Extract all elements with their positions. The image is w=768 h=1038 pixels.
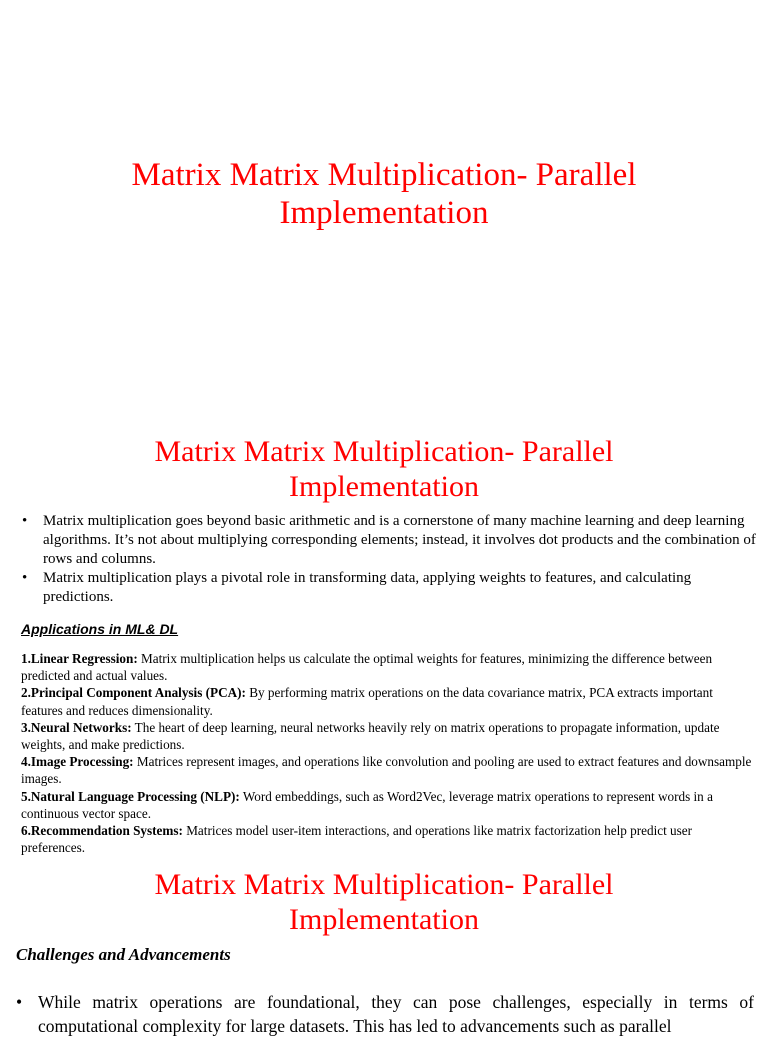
slide-2-title-line-1: Matrix Matrix Multiplication- Parallel [154, 435, 614, 468]
application-item [21, 719, 756, 753]
slide-3-title [0, 867, 768, 937]
application-text: Matrix multiplication helps us calculate the optimal weights for features, minimizing the difference between predicted and actual values. [21, 651, 713, 684]
slide-2-title [0, 434, 768, 504]
slide-2-bullet-text: Matrix multiplication goes beyond basic arithmetic and is a cornerstone of many machine learning and deep learning algorithms. It’s not about multiplying corresponding elements; instead, it involves dot products and the combination of rows and columns. [43, 513, 756, 567]
slide-2-title-line-2: Implementation [289, 470, 479, 503]
bullet-icon: • [16, 992, 23, 1012]
slide-3-title-line-1: Matrix Matrix Multiplication- Parallel [154, 868, 614, 901]
slide-2-bullet-text: Matrix multiplication plays a pivotal role in transforming data, applying weights to features, and calculating predictions. [43, 570, 692, 605]
slide-3-bullet-item [16, 990, 754, 1038]
slide-3-bullet-list [16, 990, 754, 1038]
application-item [21, 650, 756, 684]
application-item [21, 753, 756, 787]
slide-2-bullet-list [22, 512, 762, 607]
application-item [21, 788, 756, 822]
bullet-icon: • [22, 513, 28, 529]
application-term: 1.Linear Regression: [21, 651, 138, 666]
slide-3-title-line-2: Implementation [289, 903, 479, 936]
slide-3-bullet-text: While matrix operations are foundational, they can pose challenges, especially in terms of computational complexity for large datasets. This has led to advancements such as parallel [38, 992, 754, 1036]
slide-2-bullet-item [22, 569, 762, 607]
challenges-heading: Challenges and Advancements [16, 945, 231, 964]
slide-1-title [0, 156, 768, 232]
application-text: Word embeddings, such as Word2Vec, leverage matrix operations to represent words in a continuous vector space. [21, 788, 713, 821]
slide-1-title-line-2: Implementation [279, 195, 489, 231]
slide-2-bullet-item [22, 512, 762, 569]
application-term: 4.Image Processing: [21, 754, 134, 770]
applications-heading: Applications in ML& DL [21, 621, 179, 637]
applications-list [21, 650, 756, 856]
application-item [21, 684, 756, 718]
application-term: 3.Neural Networks: [21, 719, 132, 735]
application-term: 6.Recommendation Systems: [21, 823, 183, 839]
application-term: 2.Principal Component Analysis (PCA): [21, 685, 246, 701]
application-text: By performing matrix operations on the data covariance matrix, PCA extracts important features and reduces dimensionality. [21, 685, 713, 718]
application-text: Matrices represent images, and operations like convolution and pooling are used to extract features and downsample images. [21, 754, 752, 787]
application-term: 5.Natural Language Processing (NLP): [21, 788, 240, 804]
bullet-icon: • [22, 570, 28, 586]
application-text: Matrices model user-item interactions, and operations like matrix factorization help predict user preferences. [21, 823, 693, 856]
application-item [21, 822, 756, 856]
slide-1-title-line-1: Matrix Matrix Multiplication- Parallel [131, 157, 637, 193]
application-text: The heart of deep learning, neural networks heavily rely on matrix operations to propagate information, update weights, and make predictions. [21, 719, 720, 753]
